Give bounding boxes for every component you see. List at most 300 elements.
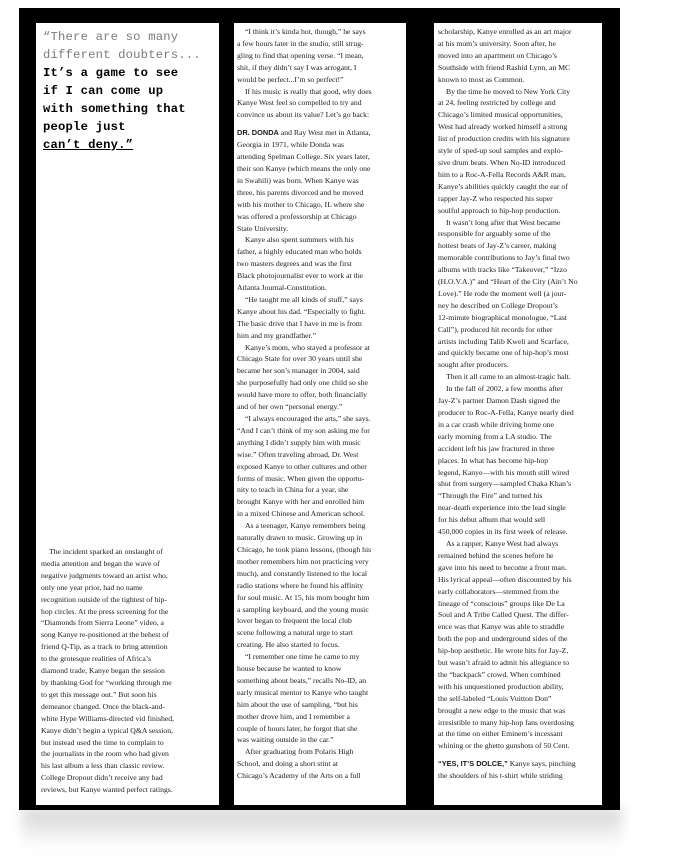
line-text: negative judgments toward an artist who, [41,570,168,580]
line-text: “And I can’t think of my son asking me for [237,425,370,435]
line-text: demeanor changed. Once the black-and- [41,701,166,711]
text-line [438,157,578,169]
text-line [438,133,578,145]
line-text: house because he wanted to know [237,664,342,674]
text-line [237,711,372,723]
column-right-text [438,26,578,782]
pull-quote [43,28,201,154]
line-text: mother remembers him not practicing very [237,556,369,566]
line-text: sought after producers. [438,360,509,370]
line-text: anything I didn’t supply him with music [237,437,361,447]
line-text: places. In what has become hip-hop [438,455,549,465]
line-text: style of sped-up soul samples and explo- [438,146,564,156]
text-line [41,617,218,629]
line-text: in Swahili) was born. When Kanye was [237,175,359,185]
text-line [237,211,372,223]
text-line [438,728,578,740]
text-line [438,86,578,98]
line-text: him and my grandfather.” [237,330,316,340]
line-text: him about the use of sampling, “but his [237,699,358,709]
text-line [438,109,578,121]
line-text: exposed Kanye to other cultures and other [237,461,367,471]
line-text: list of production credits with his signature [438,134,570,144]
text-line [41,701,218,713]
line-text: “Through the Fire” and turned his [438,491,543,501]
text-line [237,377,372,389]
text-line [237,723,372,735]
line-text: at his mom’s university. Soon after, he [438,38,556,48]
line-text: “I remember one time he came to my [245,652,360,662]
text-line [41,748,218,760]
line-text: sive drum beats. When No-ID introduced [438,157,566,167]
pull-quote-underlined-line: can’t deny.” [43,138,134,152]
text-line [237,484,372,496]
line-text: By the time he moved to New York City [446,86,571,96]
text-line [237,282,372,294]
line-text: but wasn’t afraid to admit his allegiance to [438,658,570,668]
line-text: near-death experience into the lead single [438,503,566,513]
line-text: ney he described on College Dropout’s [438,300,558,310]
line-text: both the pop and underground sides of the [438,634,568,644]
text-line [438,693,578,705]
text-line [438,514,578,526]
text-line [237,163,372,175]
pull-quote-bold-line: if I can come up [43,84,164,98]
text-line [237,38,372,50]
text-line [41,641,218,653]
line-text: scholarship, Kanye enrolled as an art major [438,27,572,36]
text-line [438,550,578,562]
line-text: and of her own “personal energy.” [237,402,343,412]
line-text: to the grotesque realities of Africa’s [41,654,151,664]
text-line [41,677,218,689]
text-line [237,461,372,473]
text-line [237,389,372,401]
line-text: Call”), produced hit records for other [438,324,553,334]
line-text: and quickly became one of hip-hop’s most [438,348,569,358]
line-text: was offered a professorship at Chicago [237,211,357,221]
line-text: the shoulders of his t-shirt while striding [438,771,563,781]
line-text: friend Q-Tip, as a track to bring attention [41,642,168,652]
line-text: 450,000 copies in its first week of release. [438,527,568,537]
line-text: 12-minute biographical monologue, “Last [438,312,567,322]
text-line [237,604,372,616]
line-text: Kanye’s abilities quickly caught the ear of [438,181,568,191]
line-text: “He taught me all kinds of stuff,” says [245,294,363,304]
line-text: lineage of “conscious” groups like De La [438,598,565,608]
text-line [237,651,372,663]
line-text: gling to find that opening verse. “I mean, [237,50,364,60]
text-line [438,371,578,383]
line-text: moved into an apartment on Chicago’s [438,50,557,60]
line-text: to get this message out.” But soon his [41,689,157,699]
text-line [237,592,372,604]
text-line [438,383,578,395]
line-text: Kanye’s mom, who stayed a professor at [245,342,370,352]
text-line [438,502,578,514]
line-text: wise.” Often traveling abroad, Dr. West [237,449,359,459]
text-line [438,478,578,490]
text-line [438,669,578,681]
line-text: something about beats,” recalls No-ID, an [237,675,367,685]
line-text: Kanye didn’t begin a typical Q&A session, [41,725,174,735]
line-text: Soul and A Tribe Called Quest. The differ- [438,610,569,620]
line-text: recognition outside of the tightest of hip- [41,594,167,604]
text-line [438,657,578,669]
text-line [438,38,578,50]
text-line [237,330,372,342]
text-line [438,359,578,371]
line-text: West had already worked himself a strong [438,122,568,132]
text-line [41,725,218,737]
line-text: remained behind the scenes before he [438,550,554,560]
text-line [41,665,218,677]
text-line [237,50,372,62]
line-text: rapper Jay-Z who respected his super [438,193,553,203]
line-text: Kanye also spent summers with his [245,235,354,245]
line-text: the journalists in the room who had given [41,749,169,759]
line-text: brought Kanye with her and enrolled him [237,497,365,507]
pull-quote-gray-line: different doubters... [43,48,201,62]
text-line [41,772,218,784]
line-text: Chicago, he took piano lessons, (though his [237,544,372,554]
text-line [438,276,578,288]
line-text: creating. He also started to focus. [237,640,340,650]
line-text: the self-labeled “Louis Vuitton Don” [438,693,552,703]
text-line [237,151,372,163]
text-line [438,26,578,38]
column-right [434,23,602,805]
line-text: (H.O.V.A.)” and “Heart of the City (Ain’t No [438,277,578,287]
line-text: would be perfect...I’m so perfect!” [237,74,344,84]
text-line [237,746,372,758]
line-text: early morning from a LA studio. The [438,431,552,441]
text-line [438,621,578,633]
text-line [41,558,218,570]
text-line [237,187,372,199]
line-text: “I think it’s kinda hot, though,” he says [245,27,366,36]
line-text: Kanye West feel so compelled to try and [237,98,362,108]
text-line [438,562,578,574]
text-line [41,689,218,701]
line-text: with his mother to Chicago, IL where she [237,199,365,209]
text-line [438,169,578,181]
line-text: him to a Roc-A-Fella Records A&R man, [438,169,566,179]
text-line [438,490,578,502]
text-line [438,240,578,252]
line-text: father, a highly educated man who holds [237,247,362,257]
text-line [41,570,218,582]
line-text: whining or the ghetto gunshots of 50 Cent. [438,741,570,751]
line-text: As a teenager, Kanye remembers being [245,521,366,531]
line-text: diamond trade, Kanye began the session [41,666,165,676]
line-text: she purposefully had only one child so she [237,378,368,388]
line-text: became her son’s manager in 2004, said [237,366,360,376]
text-line [438,252,578,264]
line-text: shut from surgery—sampled Chaka Khan’s [438,479,572,489]
line-text: soulful approach to hip-hop production. [438,205,561,215]
line-text: Kanye about his dad. “Especially to fight. [237,306,366,316]
text-line [438,538,578,550]
line-text: was waiting outside in the car.” [237,735,334,745]
text-line [237,74,372,86]
text-line [237,449,372,461]
line-text: his last album a less than classic review. [41,761,165,771]
text-line [237,258,372,270]
line-text: song Kanye re-positioned at the behest of [41,630,169,640]
text-line [438,770,578,782]
line-text: Chicago State for over 30 years until she [237,354,363,364]
column-middle [234,23,406,805]
line-text: In the fall of 2002, a few months after [446,384,563,394]
text-line [237,97,372,109]
text-line [237,544,372,556]
line-text: School, and doing a short stint at [237,759,338,769]
text-line [237,26,372,38]
text-line [237,109,372,121]
line-text: much), and constantly listened to the local [237,568,368,578]
text-line [438,62,578,74]
text-line [41,606,218,618]
line-text: Love).” He rode the moment well (a jour- [438,288,567,298]
line-text: in a mixed Chinese and American school. [237,509,365,519]
text-line [237,223,372,235]
line-text: at 24, feeling restricted by college and [438,98,556,108]
line-text: “I always encouraged the arts,” she says. [245,414,371,423]
text-line [41,546,218,558]
text-line [237,473,372,485]
text-line [438,145,578,157]
line-text: would have more to offer, both financially [237,390,367,400]
line-text: Atlanta Journal-Constitution. [237,283,327,293]
line-text: and Ray West met in Atlanta, [278,128,371,138]
line-text: naturally drawn to music. Growing up in [237,533,363,543]
line-text: If his music is really that good, why does [245,86,372,96]
line-text: a sampling keyboard, and the young music [237,604,369,614]
line-text: artists including Talib Kweli and Scarface, [438,336,569,346]
text-line [237,770,372,782]
text-line [237,615,372,627]
line-text: Georgia in 1971, while Donda was [237,140,345,150]
line-text: His lyrical appeal—often discounted by his [438,574,572,584]
text-line [438,205,578,217]
line-text: only one year prior, had no name [41,582,143,592]
line-text: brought a new edge to the music that was [438,705,566,715]
text-line [237,675,372,687]
text-line [438,228,578,240]
line-text: hip-hop aesthetic. He wrote hits for Jay-Z, [438,646,569,656]
text-line [438,526,578,538]
text-line [237,520,372,532]
line-text: for his debut album that would sell [438,515,546,525]
text-line [237,639,372,651]
text-line [237,86,372,98]
text-line [237,246,372,258]
text-line [438,574,578,586]
text-line [41,784,218,796]
text-line [438,324,578,336]
text-line [237,437,372,449]
text-line [438,407,578,419]
line-text: known to most as Common. [438,74,525,84]
text-line [237,401,372,413]
line-text: nity to teach in China for a year, she [237,485,349,495]
line-text: with his unquestioned production ability, [438,681,564,691]
text-line [41,594,218,606]
text-line [237,318,372,330]
line-text: gave into his need to become a front man. [438,562,567,572]
line-text: Chicago’s Academy of the Arts on a full [237,771,361,781]
line-text: at the time on either Eminem’s incessant [438,729,563,739]
text-line [438,50,578,62]
text-line [237,127,372,139]
line-text: State University. [237,223,289,233]
text-line [438,264,578,276]
line-text: After graduating from Polaris High [245,747,354,757]
line-text: in a car crash while driving home one [438,419,554,429]
text-line [237,627,372,639]
text-line [438,395,578,407]
line-text: reviews, but Kanye wanted perfect ratings. [41,785,173,795]
column-left [36,23,219,805]
column-left-text [41,546,218,796]
line-text: memorable contributions to Jay’s final two [438,253,570,263]
line-text: albums with tracks like “Takeover,” “Izzo [438,265,567,275]
line-text: scene following a natural urge to start [237,628,353,638]
line-text: It wasn’t long after that West became [446,217,561,227]
text-line [438,97,578,109]
line-text: The basic drive that I have in me is from [237,318,362,328]
lead-in-bold: DR. DONDA [237,128,279,138]
text-line [237,413,372,425]
text-line [237,556,372,568]
text-line [438,681,578,693]
text-line [237,663,372,675]
line-text: “Diamonds from Sierra Leone” video, a [41,618,164,628]
text-line [237,294,372,306]
text-line [438,443,578,455]
text-line [438,431,578,443]
line-text: Black photojournalist ever to work at the [237,271,363,281]
text-line [237,139,372,151]
line-text: Kanye says, pinching [507,759,576,769]
line-text: lover began to frequent the local club [237,616,352,626]
text-line [237,62,372,74]
text-line [438,217,578,229]
line-text: Southside with friend Rashid Lynn, an MC [438,62,571,72]
pull-quote-bold-line: It’s a game to see [43,66,179,80]
line-text: but instead used the time to complain to [41,737,164,747]
text-line [438,467,578,479]
text-line [237,425,372,437]
magazine-page [19,8,620,810]
text-line [237,687,372,699]
line-text: by thanking God for “working through me [41,677,172,687]
text-line [237,234,372,246]
text-line [237,532,372,544]
text-line [438,645,578,657]
text-line [41,713,218,725]
text-line [438,758,578,770]
text-line [237,508,372,520]
line-text: College Dropout didn’t receive any bad [41,773,163,783]
text-line [41,737,218,749]
text-line [237,342,372,354]
text-line [438,705,578,717]
text-line [237,734,372,746]
line-text: their son Kanye (which means the only one [237,163,371,173]
text-line [438,181,578,193]
lead-in-bold: “YES, IT’S DOLCE,” [438,759,508,769]
column-middle-text [237,26,372,782]
text-line [438,598,578,610]
text-line [438,419,578,431]
text-line [237,365,372,377]
text-line [237,699,372,711]
page-shadow [22,808,622,848]
line-text: Then it all came to an almost-tragic halt. [446,372,571,382]
text-line [41,629,218,641]
text-line [237,270,372,282]
text-line [237,199,372,211]
text-line [438,740,578,752]
line-text: The incident sparked an onslaught of [49,547,163,556]
line-text: two masters degrees and was the first [237,259,352,269]
text-line [438,121,578,133]
line-text: couple of hours later, he forgot that she [237,723,358,733]
line-text: radio stations where he found his affinity [237,580,364,590]
line-text: responsible for arguably some of the [438,229,551,239]
line-text: early collaborators—stemmed from the [438,586,560,596]
text-line [438,455,578,467]
text-line [41,582,218,594]
text-line [438,586,578,598]
text-line [438,717,578,729]
line-text: white Hype Williams-directed vid finished, [41,713,174,723]
text-line [41,760,218,772]
text-line [438,193,578,205]
line-text: early musical mentor to Kanye who taught [237,687,369,697]
pull-quote-bold-line: people just [43,120,126,134]
text-line [438,336,578,348]
line-text: for soul music. At 15, his mom bought him [237,592,370,602]
text-line [41,653,218,665]
text-line [438,347,578,359]
text-line [237,175,372,187]
text-line [237,353,372,365]
line-text: legend, Kanye—with his mouth still wired [438,467,570,477]
line-text: three, his parents divorced and he moved [237,187,364,197]
text-line [237,568,372,580]
line-text: As a rapper, Kanye West had always [446,538,559,548]
line-text: shit, if they didn’t say I was arrogant, I [237,62,357,72]
text-line [438,633,578,645]
pull-quote-gray-line: “There are so many [43,30,179,44]
line-text: media attention and began the wave of [41,558,160,568]
text-line [438,300,578,312]
line-text: the “backpack” crowd. When combined [438,669,561,679]
line-text: convince us about its value? Let’s go back: [237,110,370,120]
line-text: Chicago’s limited musical opportunities, [438,110,563,120]
text-line [237,496,372,508]
text-line [438,74,578,86]
pull-quote-bold-line: with something that [43,102,186,116]
line-text: ence was that Kanye was able to straddle [438,622,565,632]
text-line [237,758,372,770]
line-text: Jay-Z’s partner Damon Dash signed the [438,396,560,406]
text-line [438,312,578,324]
line-text: producer to Roc-A-Fella, Kanye nearly died [438,408,574,417]
